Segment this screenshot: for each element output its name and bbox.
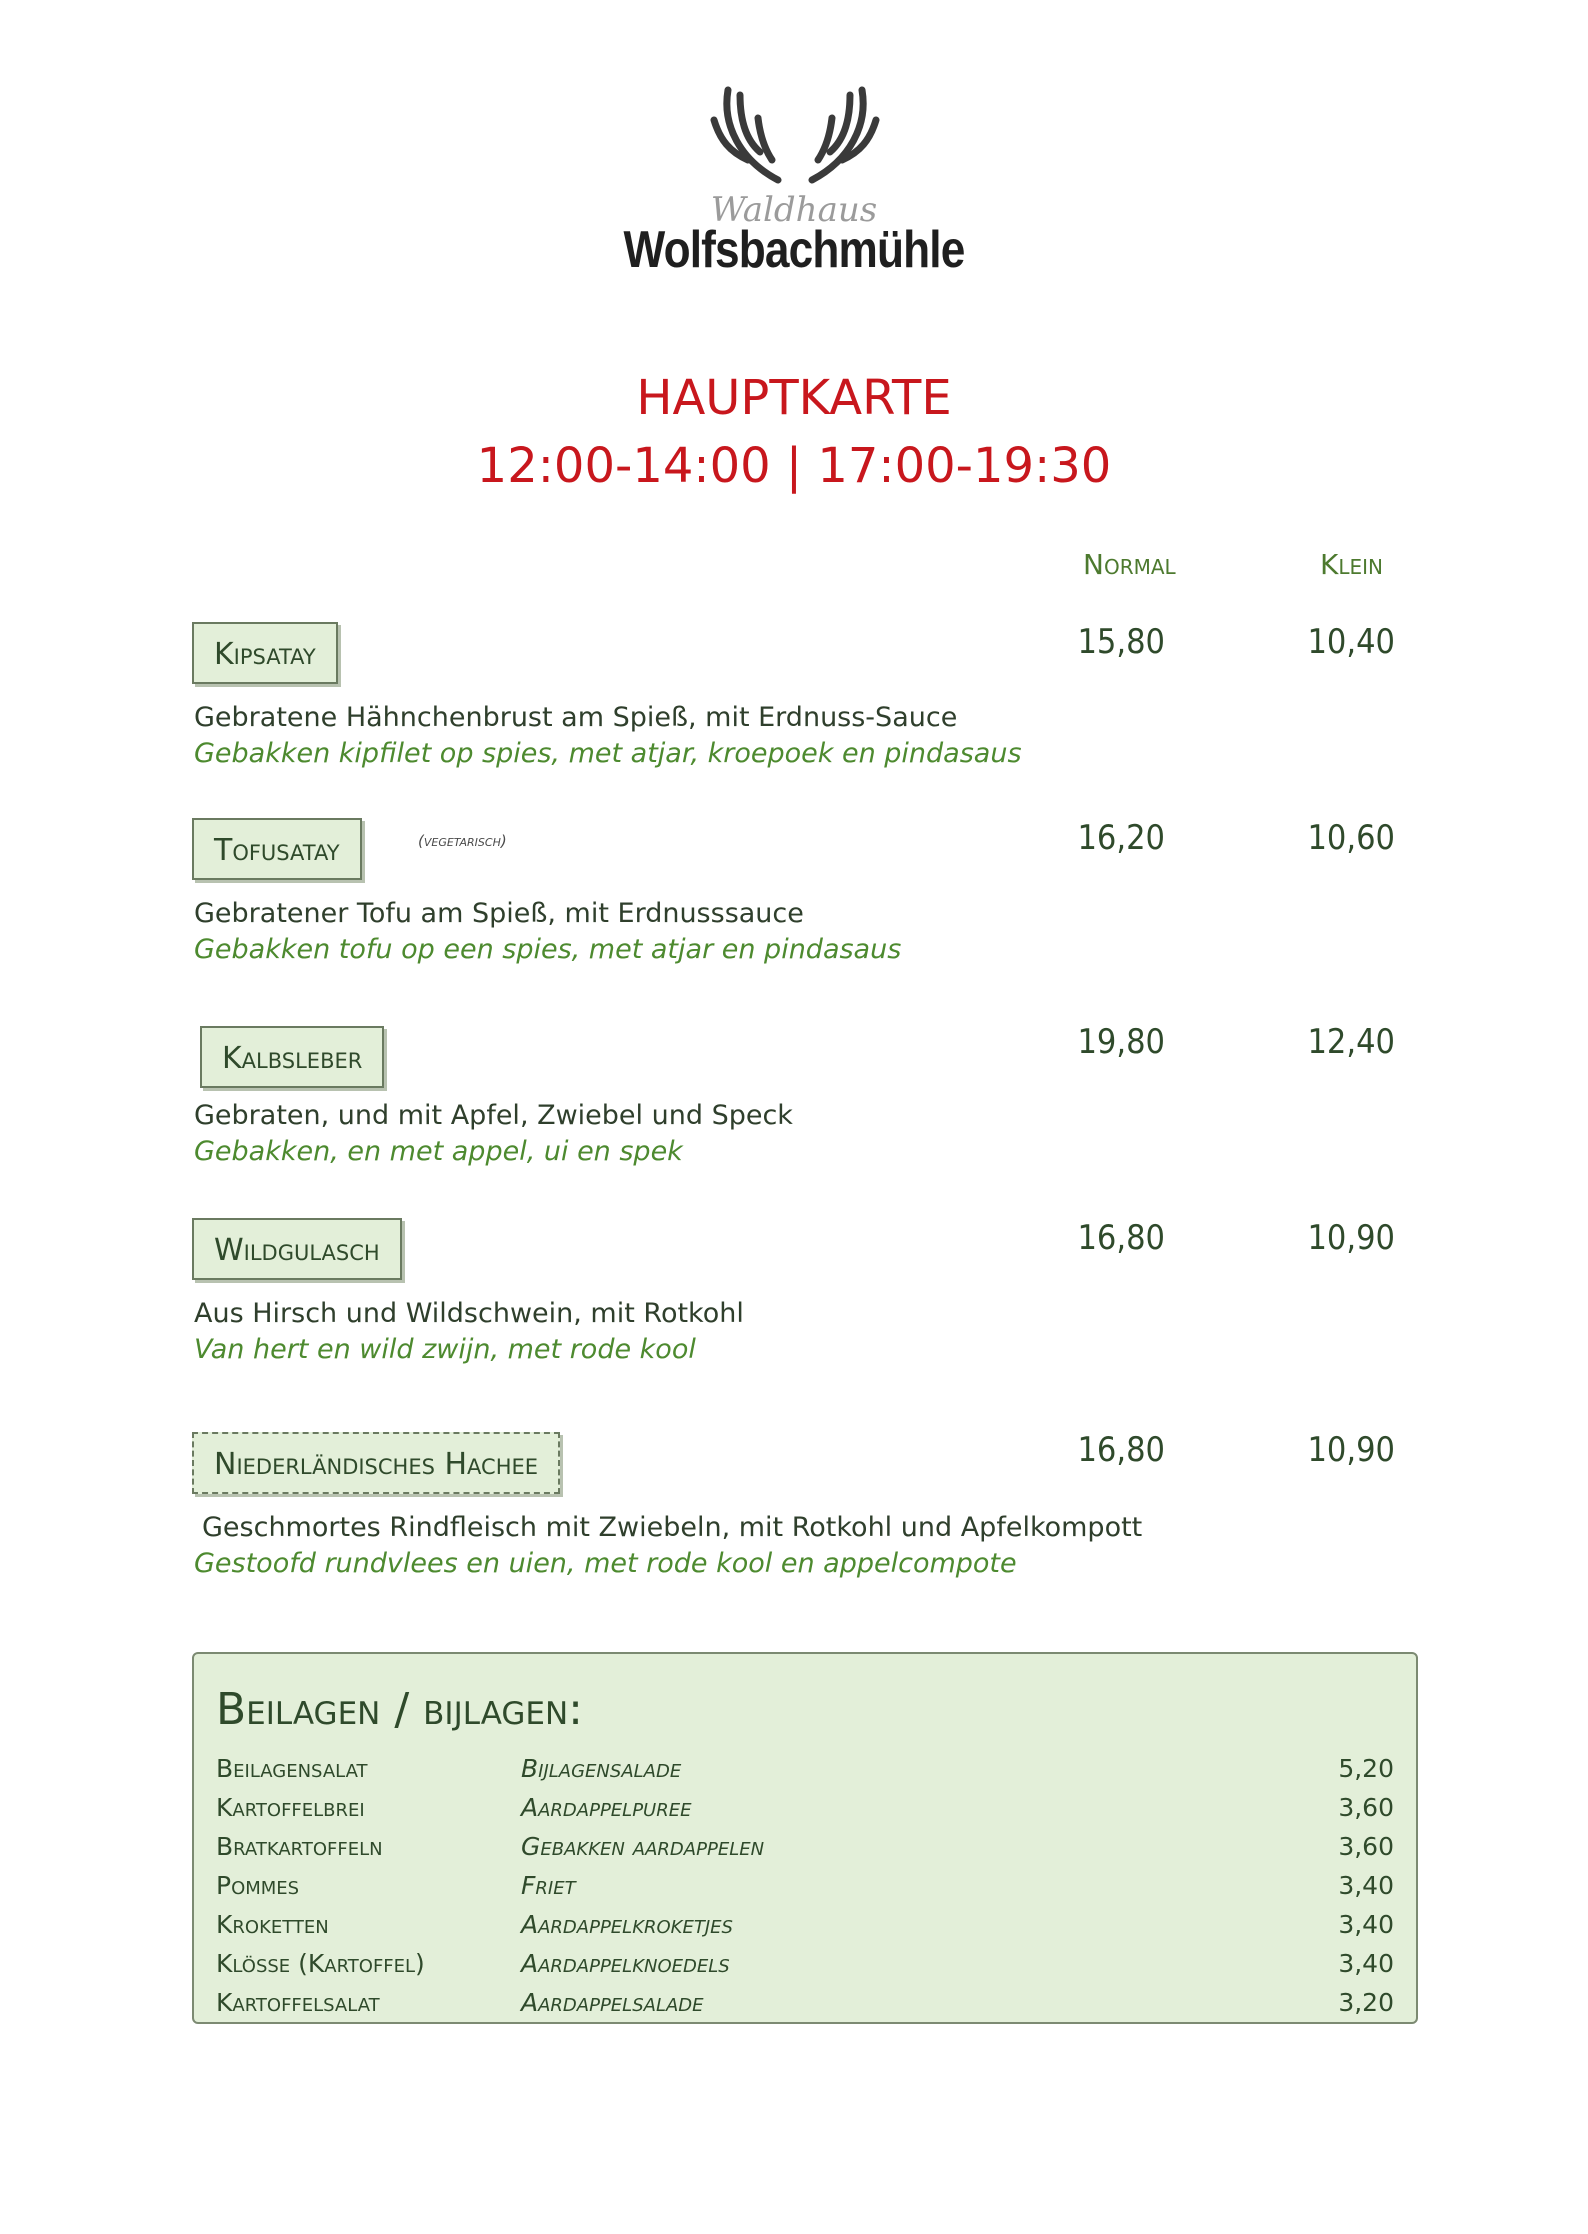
side-dish-row (194, 1988, 1416, 2027)
logo (0, 80, 1588, 290)
side-dish-name-nl: Gebakken aardappelen (521, 1832, 765, 1861)
dish-description-nl: Gebakken, en met appel, ui en spek (194, 1136, 683, 1167)
dish-description-de: Gebratener Tofu am Spieß, mit Erdnusssauce (194, 898, 804, 929)
side-dish-price: 3,20 (1338, 1988, 1394, 2017)
side-dish-price: 3,40 (1338, 1949, 1394, 1978)
vegetarian-note: (vegetarisch) (418, 832, 507, 850)
dish-name-tag: Niederländisches Hachee (192, 1432, 560, 1494)
price-normal: 19,80 (1077, 1022, 1165, 1062)
side-dish-price: 3,40 (1338, 1910, 1394, 1939)
side-dish-row (194, 1754, 1416, 1793)
side-dish-price: 3,60 (1338, 1793, 1394, 1822)
dish-description-nl: Gestoofd rundvlees en uien, met rode kool en appelcompote (194, 1548, 1017, 1579)
page-title: HAUPTKARTE (636, 370, 952, 426)
side-dish-name-nl: Aardappelknoedels (521, 1949, 730, 1978)
side-dish-name-de: Klöße (Kartoffel) (216, 1949, 425, 1978)
price-klein: 10,90 (1307, 1218, 1395, 1258)
side-dish-name-nl: Aardappelsalade (521, 1988, 704, 2017)
column-header-normal: Normal (1083, 548, 1176, 581)
price-klein: 10,90 (1307, 1430, 1395, 1470)
dish-name-tag: Kipsatay (192, 622, 338, 684)
price-klein: 12,40 (1307, 1022, 1395, 1062)
side-dish-name-de: Beilagensalat (216, 1754, 368, 1783)
logo-name: Wolfsbachmühle (623, 221, 965, 279)
price-klein: 10,60 (1307, 818, 1395, 858)
side-dish-name-de: Kartoffelsalat (216, 1988, 380, 2017)
side-dish-row (194, 1832, 1416, 1871)
dish-description-de: Aus Hirsch und Wildschwein, mit Rotkohl (194, 1298, 744, 1329)
opening-hours: 12:00-14:00 | 17:00-19:30 (476, 438, 1112, 494)
side-dish-name-nl: Bijlagensalade (521, 1754, 682, 1783)
side-dish-name-nl: Aardappelkroketjes (521, 1910, 733, 1939)
side-dish-name-de: Pommes (216, 1871, 300, 1900)
side-dish-name-nl: Aardappelpuree (521, 1793, 692, 1822)
dish-description-de: Gebraten, und mit Apfel, Zwiebel und Speck (194, 1100, 793, 1131)
dish-name-tag: Wildgulasch (192, 1218, 402, 1280)
side-dishes-box (192, 1652, 1418, 2024)
column-header-klein: Klein (1320, 548, 1383, 581)
side-dish-price: 3,60 (1338, 1832, 1394, 1861)
side-dish-row (194, 1910, 1416, 1949)
dish-description-nl: Gebakken tofu op een spies, met atjar en pindasaus (194, 934, 902, 965)
side-dish-price: 5,20 (1338, 1754, 1394, 1783)
antlers-icon (700, 80, 890, 195)
side-dish-row (194, 1871, 1416, 1910)
price-normal: 16,80 (1077, 1430, 1165, 1470)
dish-name-tag: Tofusatay (192, 818, 362, 880)
dish-description-de: Geschmortes Rindfleisch mit Zwiebeln, mit Rotkohl und Apfelkompott (202, 1512, 1143, 1543)
dish-description-de: Gebratene Hähnchenbrust am Spieß, mit Erdnuss-Sauce (194, 702, 958, 733)
side-dish-price: 3,40 (1338, 1871, 1394, 1900)
side-dish-row (194, 1793, 1416, 1832)
dish-description-nl: Gebakken kipfilet op spies, met atjar, kroepoek en pindasaus (194, 738, 1022, 769)
side-dish-name-nl: Friet (521, 1871, 576, 1900)
price-normal: 15,80 (1077, 622, 1165, 662)
price-klein: 10,40 (1307, 622, 1395, 662)
side-dish-row (194, 1949, 1416, 1988)
dish-description-nl: Van hert en wild zwijn, met rode kool (194, 1334, 696, 1365)
logo-script-text: Waldhaus (710, 190, 878, 230)
side-dish-name-de: Bratkartoffeln (216, 1832, 383, 1861)
side-dish-name-de: Kartoffelbrei (216, 1793, 365, 1822)
price-normal: 16,80 (1077, 1218, 1165, 1258)
side-dish-name-de: Kroketten (216, 1910, 329, 1939)
price-normal: 16,20 (1077, 818, 1165, 858)
side-dishes-title: Beilagen / bijlagen: (216, 1684, 583, 1735)
dish-name-tag: Kalbsleber (200, 1026, 384, 1088)
